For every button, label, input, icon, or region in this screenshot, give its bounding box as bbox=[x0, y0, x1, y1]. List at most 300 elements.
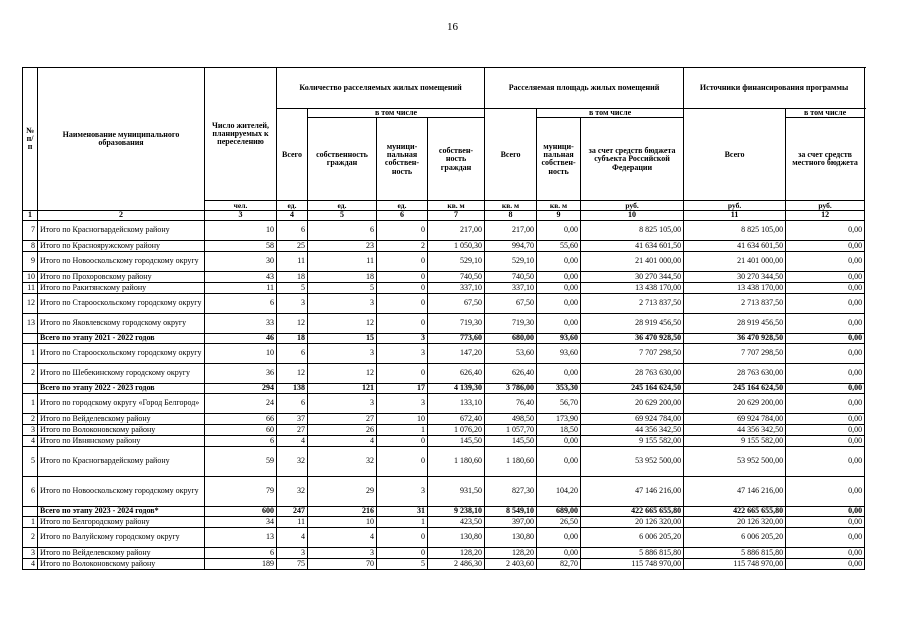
value-cell: 294 bbox=[205, 383, 277, 393]
value-cell: 498,50 bbox=[485, 413, 537, 424]
value-cell: 18 bbox=[308, 271, 377, 282]
value-cell: 37 bbox=[277, 413, 308, 424]
value-cell: 53 952 500,00 bbox=[581, 446, 684, 476]
header-subject-budget: за счет средств бюджета субъекта Российской Федерации bbox=[581, 118, 684, 201]
value-cell: 397,00 bbox=[485, 516, 537, 527]
value-cell: 740,50 bbox=[485, 271, 537, 282]
stage-total-row bbox=[23, 383, 865, 393]
municipality-name: Итого по Новооскольскому городскому округу bbox=[38, 476, 205, 506]
table-row bbox=[23, 527, 865, 547]
value-cell: 423,50 bbox=[428, 516, 485, 527]
value-cell: 2 403,60 bbox=[485, 558, 537, 569]
value-cell: 36 bbox=[205, 363, 277, 383]
table-row bbox=[23, 435, 865, 446]
value-cell: 41 634 601,50 bbox=[684, 240, 786, 251]
value-cell: 3 bbox=[377, 343, 428, 363]
value-cell: 4 139,30 bbox=[428, 383, 485, 393]
header-qty-total: Всего bbox=[277, 109, 308, 201]
value-cell: 5 bbox=[308, 282, 377, 293]
value-cell: 245 164 624,50 bbox=[581, 383, 684, 393]
value-cell: 353,30 bbox=[537, 383, 581, 393]
municipality-name: Итого по городскому округу «Город Белгород» bbox=[38, 393, 205, 413]
value-cell: 0,00 bbox=[786, 476, 865, 506]
municipality-name: Итого по Краснояружскому району bbox=[38, 240, 205, 251]
value-cell: 0,00 bbox=[786, 393, 865, 413]
value-cell: 0,00 bbox=[537, 293, 581, 313]
value-cell: 67,50 bbox=[428, 293, 485, 313]
municipality-name: Итого по Вейделевскому району bbox=[38, 547, 205, 558]
value-cell: 69 924 784,00 bbox=[581, 413, 684, 424]
value-cell: 7 707 298,50 bbox=[581, 343, 684, 363]
value-cell: 13 438 170,00 bbox=[684, 282, 786, 293]
value-cell: 0,00 bbox=[786, 333, 865, 343]
row-index: 3 bbox=[23, 547, 38, 558]
value-cell: 0 bbox=[377, 446, 428, 476]
value-cell: 55,60 bbox=[537, 240, 581, 251]
value-cell: 740,50 bbox=[428, 271, 485, 282]
value-cell: 0 bbox=[377, 435, 428, 446]
value-cell: 0,00 bbox=[786, 413, 865, 424]
value-cell: 28 919 456,50 bbox=[684, 313, 786, 333]
header-fin-total: Всего bbox=[684, 109, 786, 201]
table-row bbox=[23, 282, 865, 293]
table-row bbox=[23, 558, 865, 569]
value-cell: 32 bbox=[277, 446, 308, 476]
value-cell: 0 bbox=[377, 527, 428, 547]
value-cell: 6 bbox=[277, 343, 308, 363]
value-cell: 1 180,60 bbox=[485, 446, 537, 476]
column-number: 5 bbox=[308, 211, 377, 220]
value-cell: 8 549,10 bbox=[485, 506, 537, 516]
row-index: 8 bbox=[23, 240, 38, 251]
value-cell: 58 bbox=[205, 240, 277, 251]
header-area-total: Всего bbox=[485, 109, 537, 201]
row-index bbox=[23, 383, 38, 393]
row-index: 11 bbox=[23, 282, 38, 293]
value-cell: 0,00 bbox=[537, 446, 581, 476]
value-cell: 0,00 bbox=[786, 516, 865, 527]
value-cell: 173,90 bbox=[537, 413, 581, 424]
header-qty-group: Количество расселяемых жилых помещений bbox=[277, 68, 485, 109]
value-cell: 0,00 bbox=[537, 313, 581, 333]
header-area-group: Расселяемая площадь жилых помещений bbox=[485, 68, 684, 109]
value-cell: 9 155 582,00 bbox=[581, 435, 684, 446]
table-row bbox=[23, 313, 865, 333]
value-cell: 5 886 815,80 bbox=[684, 547, 786, 558]
value-cell: 130,80 bbox=[428, 527, 485, 547]
unit-cell: кв. м bbox=[428, 201, 485, 211]
value-cell: 600 bbox=[205, 506, 277, 516]
table-row bbox=[23, 446, 865, 476]
value-cell: 30 270 344,50 bbox=[581, 271, 684, 282]
value-cell: 0,00 bbox=[537, 527, 581, 547]
value-cell: 121 bbox=[308, 383, 377, 393]
value-cell: 337,10 bbox=[485, 282, 537, 293]
value-cell: 15 bbox=[308, 333, 377, 343]
value-cell: 2 713 837,50 bbox=[684, 293, 786, 313]
table-row bbox=[23, 271, 865, 282]
row-index: 2 bbox=[23, 363, 38, 383]
value-cell: 25 bbox=[277, 240, 308, 251]
value-cell: 21 401 000,00 bbox=[684, 251, 786, 271]
municipality-name: Итого по Ивнянскому району bbox=[38, 435, 205, 446]
value-cell: 626,40 bbox=[485, 363, 537, 383]
row-index: 9 bbox=[23, 251, 38, 271]
value-cell: 10 bbox=[308, 516, 377, 527]
value-cell: 53 952 500,00 bbox=[684, 446, 786, 476]
municipality-name: Итого по Красногвардейскому району bbox=[38, 446, 205, 476]
value-cell: 44 356 342,50 bbox=[684, 424, 786, 435]
value-cell: 422 665 655,80 bbox=[684, 506, 786, 516]
unit-cell: ед. bbox=[377, 201, 428, 211]
value-cell: 0 bbox=[377, 547, 428, 558]
value-cell: 217,00 bbox=[485, 220, 537, 240]
value-cell: 18,50 bbox=[537, 424, 581, 435]
municipality-name: Итого по Новооскольскому городскому округу bbox=[38, 251, 205, 271]
value-cell: 0,00 bbox=[537, 435, 581, 446]
header-citizens-property: собственность граждан bbox=[308, 118, 377, 201]
table-row bbox=[23, 240, 865, 251]
row-index: 6 bbox=[23, 476, 38, 506]
row-index: 3 bbox=[23, 424, 38, 435]
value-cell: 2 486,30 bbox=[428, 558, 485, 569]
municipality-name: Итого по Валуйскому городскому округу bbox=[38, 527, 205, 547]
value-cell: 6 bbox=[308, 220, 377, 240]
value-cell: 30 270 344,50 bbox=[684, 271, 786, 282]
value-cell: 0,00 bbox=[786, 547, 865, 558]
unit-cell: ед. bbox=[277, 201, 308, 211]
value-cell: 21 401 000,00 bbox=[581, 251, 684, 271]
value-cell: 773,60 bbox=[428, 333, 485, 343]
value-cell: 0 bbox=[377, 251, 428, 271]
value-cell: 11 bbox=[205, 282, 277, 293]
value-cell: 0 bbox=[377, 271, 428, 282]
value-cell: 33 bbox=[205, 313, 277, 333]
unit-cell: кв. м bbox=[485, 201, 537, 211]
row-index: 1 bbox=[23, 516, 38, 527]
value-cell: 827,30 bbox=[485, 476, 537, 506]
municipality-name: Итого по Старооскольскому городскому округу bbox=[38, 343, 205, 363]
row-index bbox=[23, 333, 38, 343]
value-cell: 36 470 928,50 bbox=[581, 333, 684, 343]
header-local-budget: за счет средств местного бюджета bbox=[786, 118, 865, 201]
table-row bbox=[23, 476, 865, 506]
municipality-name: Всего по этапу 2022 - 2023 годов bbox=[38, 383, 205, 393]
value-cell: 41 634 601,50 bbox=[581, 240, 684, 251]
value-cell: 0,00 bbox=[537, 251, 581, 271]
value-cell: 422 665 655,80 bbox=[581, 506, 684, 516]
value-cell: 115 748 970,00 bbox=[581, 558, 684, 569]
value-cell: 6 bbox=[277, 220, 308, 240]
header-municipal-property: муници-пальная собствен-ность bbox=[377, 118, 428, 201]
table-row bbox=[23, 393, 865, 413]
value-cell: 18 bbox=[277, 333, 308, 343]
value-cell: 9 155 582,00 bbox=[684, 435, 786, 446]
value-cell: 0,00 bbox=[537, 282, 581, 293]
value-cell: 12 bbox=[277, 363, 308, 383]
value-cell: 32 bbox=[277, 476, 308, 506]
value-cell: 3 bbox=[308, 393, 377, 413]
value-cell: 32 bbox=[308, 446, 377, 476]
value-cell: 56,70 bbox=[537, 393, 581, 413]
unit-cell: чел. bbox=[205, 201, 277, 211]
row-index: 4 bbox=[23, 558, 38, 569]
municipality-name: Итого по Белгородскому району bbox=[38, 516, 205, 527]
value-cell: 3 bbox=[377, 393, 428, 413]
value-cell: 0 bbox=[377, 220, 428, 240]
header-fin-group: Источники финансирования программы bbox=[684, 68, 865, 109]
value-cell: 28 919 456,50 bbox=[581, 313, 684, 333]
value-cell: 0,00 bbox=[786, 446, 865, 476]
value-cell: 0,00 bbox=[786, 293, 865, 313]
value-cell: 8 825 105,00 bbox=[684, 220, 786, 240]
row-index: 10 bbox=[23, 271, 38, 282]
value-cell: 10 bbox=[205, 343, 277, 363]
header-num: № п/п bbox=[23, 68, 38, 211]
column-number: 8 bbox=[485, 211, 537, 220]
value-cell: 138 bbox=[277, 383, 308, 393]
row-index: 1 bbox=[23, 343, 38, 363]
value-cell: 115 748 970,00 bbox=[684, 558, 786, 569]
municipality-name: Итого по Старооскольскому городскому округу bbox=[38, 293, 205, 313]
value-cell: 0,00 bbox=[786, 220, 865, 240]
row-index: 4 bbox=[23, 435, 38, 446]
value-cell: 1 bbox=[377, 424, 428, 435]
municipality-name: Итого по Яковлевскому городскому округу bbox=[38, 313, 205, 333]
header-fin-incl: в том числе bbox=[786, 109, 865, 118]
unit-cell: руб. bbox=[581, 201, 684, 211]
table-row bbox=[23, 516, 865, 527]
table-row bbox=[23, 293, 865, 313]
value-cell: 2 713 837,50 bbox=[581, 293, 684, 313]
value-cell: 29 bbox=[308, 476, 377, 506]
value-cell: 20 629 200,00 bbox=[581, 393, 684, 413]
table-row bbox=[23, 251, 865, 271]
value-cell: 5 bbox=[377, 558, 428, 569]
column-number: 6 bbox=[377, 211, 428, 220]
value-cell: 931,50 bbox=[428, 476, 485, 506]
value-cell: 75 bbox=[277, 558, 308, 569]
value-cell: 0,00 bbox=[786, 424, 865, 435]
value-cell: 0,00 bbox=[786, 282, 865, 293]
page-number: 16 bbox=[447, 21, 458, 33]
header-name: Наименование муниципального образования bbox=[38, 68, 205, 211]
column-number: 3 bbox=[205, 211, 277, 220]
header-qty-incl: в том числе bbox=[308, 109, 485, 118]
column-number: 11 bbox=[684, 211, 786, 220]
value-cell: 0,00 bbox=[786, 251, 865, 271]
header-area-incl: в том числе bbox=[537, 109, 684, 118]
table-row bbox=[23, 343, 865, 363]
municipality-name: Итого по Вейделевскому району bbox=[38, 413, 205, 424]
value-cell: 529,10 bbox=[485, 251, 537, 271]
value-cell: 217,00 bbox=[428, 220, 485, 240]
value-cell: 6 bbox=[277, 393, 308, 413]
table-row bbox=[23, 363, 865, 383]
value-cell: 6 006 205,20 bbox=[684, 527, 786, 547]
value-cell: 0,00 bbox=[537, 220, 581, 240]
value-cell: 93,60 bbox=[537, 343, 581, 363]
value-cell: 60 bbox=[205, 424, 277, 435]
municipality-name: Итого по Волоконовскому району bbox=[38, 558, 205, 569]
value-cell: 7 707 298,50 bbox=[684, 343, 786, 363]
value-cell: 0,00 bbox=[786, 343, 865, 363]
table-row bbox=[23, 220, 865, 240]
municipality-name: Всего по этапу 2021 - 2022 годов bbox=[38, 333, 205, 343]
value-cell: 28 763 630,00 bbox=[581, 363, 684, 383]
column-number: 4 bbox=[277, 211, 308, 220]
municipality-name: Всего по этапу 2023 - 2024 годов* bbox=[38, 506, 205, 516]
value-cell: 70 bbox=[308, 558, 377, 569]
value-cell: 3 bbox=[377, 476, 428, 506]
value-cell: 26,50 bbox=[537, 516, 581, 527]
value-cell: 18 bbox=[277, 271, 308, 282]
header-residents: Число жителей, планируемых к переселению bbox=[205, 68, 277, 201]
value-cell: 1 050,30 bbox=[428, 240, 485, 251]
unit-cell: ед. bbox=[308, 201, 377, 211]
value-cell: 0,00 bbox=[786, 363, 865, 383]
value-cell: 59 bbox=[205, 446, 277, 476]
value-cell: 11 bbox=[277, 516, 308, 527]
value-cell: 0,00 bbox=[786, 383, 865, 393]
value-cell: 47 146 216,00 bbox=[581, 476, 684, 506]
value-cell: 10 bbox=[205, 220, 277, 240]
value-cell: 34 bbox=[205, 516, 277, 527]
value-cell: 3 bbox=[308, 547, 377, 558]
value-cell: 27 bbox=[277, 424, 308, 435]
column-number: 7 bbox=[428, 211, 485, 220]
value-cell: 12 bbox=[308, 313, 377, 333]
value-cell: 5 886 815,80 bbox=[581, 547, 684, 558]
value-cell: 11 bbox=[308, 251, 377, 271]
row-index: 7 bbox=[23, 220, 38, 240]
value-cell: 128,20 bbox=[485, 547, 537, 558]
municipality-name: Итого по Ракитянскому району bbox=[38, 282, 205, 293]
stage-total-row bbox=[23, 333, 865, 343]
value-cell: 0,00 bbox=[786, 506, 865, 516]
value-cell: 3 bbox=[277, 547, 308, 558]
value-cell: 0,00 bbox=[786, 313, 865, 333]
value-cell: 13 bbox=[205, 527, 277, 547]
value-cell: 11 bbox=[277, 251, 308, 271]
value-cell: 0 bbox=[377, 363, 428, 383]
value-cell: 17 bbox=[377, 383, 428, 393]
value-cell: 130,80 bbox=[485, 527, 537, 547]
value-cell: 8 825 105,00 bbox=[581, 220, 684, 240]
column-number: 9 bbox=[537, 211, 581, 220]
value-cell: 67,50 bbox=[485, 293, 537, 313]
value-cell: 6 bbox=[205, 547, 277, 558]
value-cell: 47 146 216,00 bbox=[684, 476, 786, 506]
value-cell: 0,00 bbox=[786, 435, 865, 446]
row-index: 2 bbox=[23, 527, 38, 547]
value-cell: 12 bbox=[308, 363, 377, 383]
value-cell: 0 bbox=[377, 293, 428, 313]
unit-cell: кв. м bbox=[537, 201, 581, 211]
table-row bbox=[23, 424, 865, 435]
value-cell: 5 bbox=[277, 282, 308, 293]
value-cell: 128,20 bbox=[428, 547, 485, 558]
row-index: 13 bbox=[23, 313, 38, 333]
municipality-name: Итого по Прохоровскому району bbox=[38, 271, 205, 282]
value-cell: 245 164 624,50 bbox=[684, 383, 786, 393]
value-cell: 82,70 bbox=[537, 558, 581, 569]
value-cell: 30 bbox=[205, 251, 277, 271]
value-cell: 26 bbox=[308, 424, 377, 435]
value-cell: 147,20 bbox=[428, 343, 485, 363]
value-cell: 2 bbox=[377, 240, 428, 251]
value-cell: 0,00 bbox=[786, 558, 865, 569]
value-cell: 66 bbox=[205, 413, 277, 424]
value-cell: 1 057,70 bbox=[485, 424, 537, 435]
value-cell: 13 438 170,00 bbox=[581, 282, 684, 293]
header-municipal-property-area: муници-пальная собствен-ность bbox=[537, 118, 581, 201]
value-cell: 4 bbox=[308, 527, 377, 547]
table-row bbox=[23, 413, 865, 424]
value-cell: 337,10 bbox=[428, 282, 485, 293]
value-cell: 689,00 bbox=[537, 506, 581, 516]
value-cell: 719,30 bbox=[485, 313, 537, 333]
value-cell: 672,40 bbox=[428, 413, 485, 424]
value-cell: 1 180,60 bbox=[428, 446, 485, 476]
value-cell: 1 076,20 bbox=[428, 424, 485, 435]
value-cell: 20 126 320,00 bbox=[581, 516, 684, 527]
value-cell: 46 bbox=[205, 333, 277, 343]
value-cell: 1 bbox=[377, 516, 428, 527]
value-cell: 4 bbox=[277, 435, 308, 446]
header-citizens-property-area: собствен-ность граждан bbox=[428, 118, 485, 201]
value-cell: 28 763 630,00 bbox=[684, 363, 786, 383]
column-number: 2 bbox=[38, 211, 205, 220]
unit-cell: руб. bbox=[684, 201, 786, 211]
column-number: 1 bbox=[23, 211, 38, 220]
value-cell: 3 bbox=[308, 293, 377, 313]
value-cell: 145,50 bbox=[428, 435, 485, 446]
municipality-name: Итого по Шебекинскому городскому округу bbox=[38, 363, 205, 383]
value-cell: 12 bbox=[277, 313, 308, 333]
value-cell: 719,30 bbox=[428, 313, 485, 333]
value-cell: 0,00 bbox=[786, 240, 865, 251]
municipality-name: Итого по Красногвардейскому району bbox=[38, 220, 205, 240]
value-cell: 626,40 bbox=[428, 363, 485, 383]
value-cell: 36 470 928,50 bbox=[684, 333, 786, 343]
row-index: 5 bbox=[23, 446, 38, 476]
stage-total-row bbox=[23, 506, 865, 516]
value-cell: 43 bbox=[205, 271, 277, 282]
value-cell: 0 bbox=[377, 313, 428, 333]
value-cell: 44 356 342,50 bbox=[581, 424, 684, 435]
value-cell: 0 bbox=[377, 282, 428, 293]
value-cell: 3 786,00 bbox=[485, 383, 537, 393]
value-cell: 3 bbox=[277, 293, 308, 313]
value-cell: 994,70 bbox=[485, 240, 537, 251]
value-cell: 93,60 bbox=[537, 333, 581, 343]
unit-cell: руб. bbox=[786, 201, 865, 211]
value-cell: 6 bbox=[205, 435, 277, 446]
value-cell: 4 bbox=[277, 527, 308, 547]
value-cell: 6 bbox=[205, 293, 277, 313]
value-cell: 9 238,10 bbox=[428, 506, 485, 516]
row-index: 1 bbox=[23, 393, 38, 413]
value-cell: 145,50 bbox=[485, 435, 537, 446]
value-cell: 6 006 205,20 bbox=[581, 527, 684, 547]
row-index: 2 bbox=[23, 413, 38, 424]
resettlement-table bbox=[22, 67, 865, 570]
value-cell: 20 126 320,00 bbox=[684, 516, 786, 527]
value-cell: 27 bbox=[308, 413, 377, 424]
value-cell: 0,00 bbox=[537, 363, 581, 383]
value-cell: 0,00 bbox=[786, 271, 865, 282]
